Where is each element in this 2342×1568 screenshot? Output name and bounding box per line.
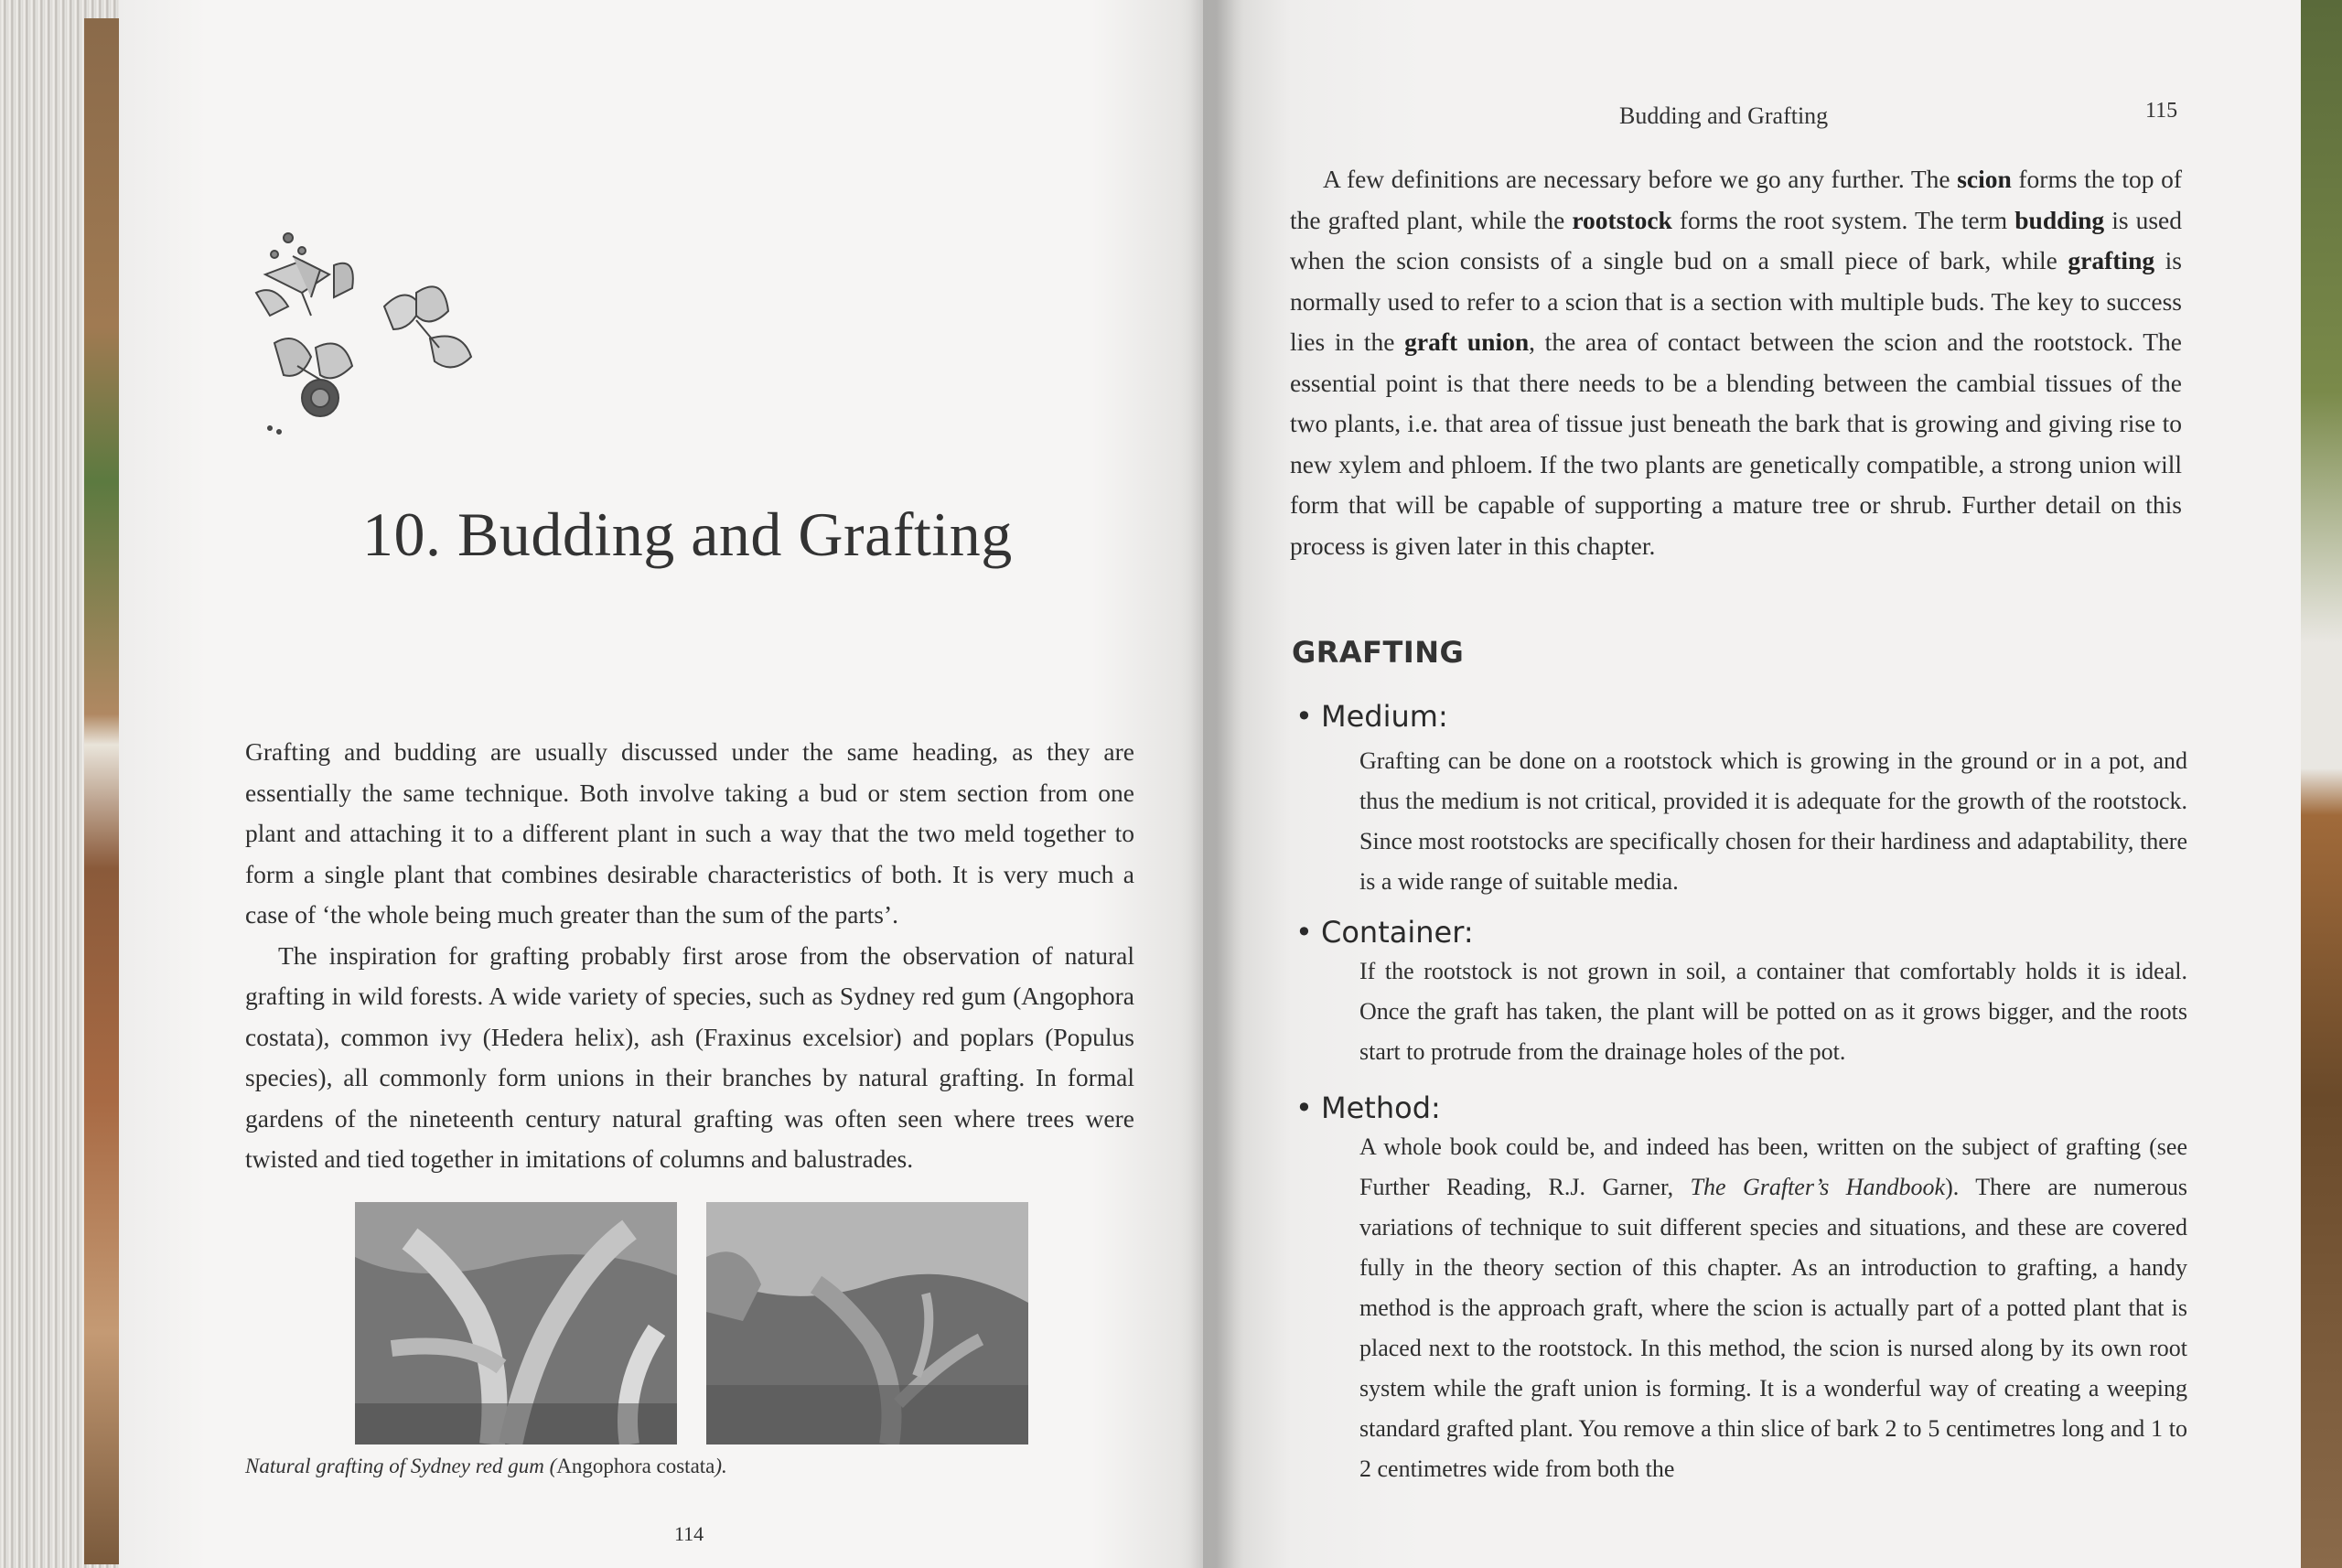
text-run: ). There are numerous variations of technique to suit different species and situations, and these are covered fully in the theory section of this chapter. As an introduction to grafting, a handy method is the approach graft, where the scion is actually part of a potted plant that is placed next to the rootstock. In this method, the scion is nursed along by its own root system while the graft union is forming. It is a wonderful way of creating a weeping standard grafted plant. You remove a thin slice of bark 2 to 5 centimetres long and 1 to 2 centimetres wide from both the [1359, 1174, 2187, 1482]
grafted-tree-photo [706, 1202, 1028, 1444]
bullet-body-method [1359, 1127, 2187, 1489]
caption-text: Natural grafting of Sydney red gum ( [245, 1455, 557, 1477]
page-number-right: 115 [2145, 99, 2178, 123]
text-run: forms the top of the grafted plant, while the [1290, 165, 2182, 234]
caption-species: Angophora costata [556, 1455, 715, 1477]
chapter-title: 10. Budding and Grafting [362, 499, 1013, 569]
text-run: , the area of contact between the scion and the rootstock. The essential point is that there needs to be a blending between the cambial tissues of the two plants, i.e. that area of tissue just beneath the bark that is growing and giving rise to new xylem and phloem. If the two plants are genetically compatible, a strong union will form that will be capable of supporting a mature tree or shrub. Further detail on this process is given later in this chapter. [1290, 328, 2182, 560]
bullet-body-container: If the rootstock is not grown in soil, a container that comfortably holds it is ideal. Once the graft has taken, the plant will be potted on as it grows bigger, and the roots start to protrude from the drainage holes of the pot. [1359, 958, 2187, 1065]
photo-pair [355, 1202, 1028, 1444]
bullet-body-medium: Grafting can be done on a rootstock which is growing in the ground or in a pot, and thus the medium is not critical, provided it is adequate for the growth of the rootstock. Since most rootstocks are specifically chosen for their hardiness and adaptability, there is a wide range of suitable media. [1359, 747, 2187, 895]
intro-paragraph [1290, 159, 2182, 566]
paragraph: The inspiration for grafting probably first arose from the observation of natural grafting in wild forests. A wide variety of species, such as Sydney red gum (Angophora costata), common ivy (Hedera helix), ash (Fraxinus excelsior) and poplars (Populus species), all commonly form unions in their branches by natural grafting. In formal gardens of the nineteenth century natural grafting was often seen where trees were twisted and tied together in imitations of columns and balustrades. [245, 940, 1134, 1173]
bullet-label: Method: [1321, 1090, 1441, 1125]
term-graft-union: graft union [1404, 328, 1530, 356]
photo-caption [245, 1455, 1069, 1478]
term-rootstock: rootstock [1572, 205, 1672, 234]
bullet-container: • Container: [1295, 915, 1474, 950]
term-grafting: grafting [2068, 246, 2155, 274]
bullet-label: Container: [1321, 915, 1474, 950]
book-spine [1189, 0, 1244, 1568]
text-run: A few definitions are necessary before we go any further. The [1323, 165, 1958, 193]
book-title: The Grafter’s Handbook [1690, 1174, 1946, 1200]
term-scion: scion [1957, 165, 2012, 193]
bullet-medium: • Medium: [1295, 699, 1448, 734]
caption-end: ). [714, 1455, 727, 1477]
grafted-tree-photo [355, 1202, 677, 1444]
text-run: is normally used to refer to a scion that is a section with multiple buds. The key to success lies in the [1290, 246, 2183, 356]
text-run: is used when the scion consists of a single bud on a small piece of bark, while [1290, 205, 2183, 274]
page-number-left: 114 [674, 1522, 704, 1545]
paragraph [1290, 159, 2182, 566]
section-heading: GRAFTING [1292, 635, 1465, 670]
text-run: forms the root system. The term [1671, 205, 2015, 234]
bullet-label: Medium: [1321, 699, 1448, 734]
background-photo-strip [84, 18, 123, 1564]
bullet-method: • Method: [1295, 1090, 1441, 1125]
running-head: Budding and Grafting [1619, 102, 1829, 129]
left-body-text [245, 732, 1134, 1180]
text-run: A whole book could be, and indeed has been, written on the subject of grafting (see Further Reading, R.J. Garner, [1359, 1133, 2187, 1200]
eucalyptus-ornament-icon [247, 220, 494, 439]
paragraph: Grafting and budding are usually discussed under the same heading, as they are essentially the same technique. Both involve taking a bud or stem section from one plant and attaching it to a different plant in such a way that the two meld together to form a single plant that combines desirable characteristics of both. It is very much a case of ‘the whole being much greater than the sum of the parts’. [245, 737, 1134, 929]
term-budding: budding [2014, 205, 2105, 234]
